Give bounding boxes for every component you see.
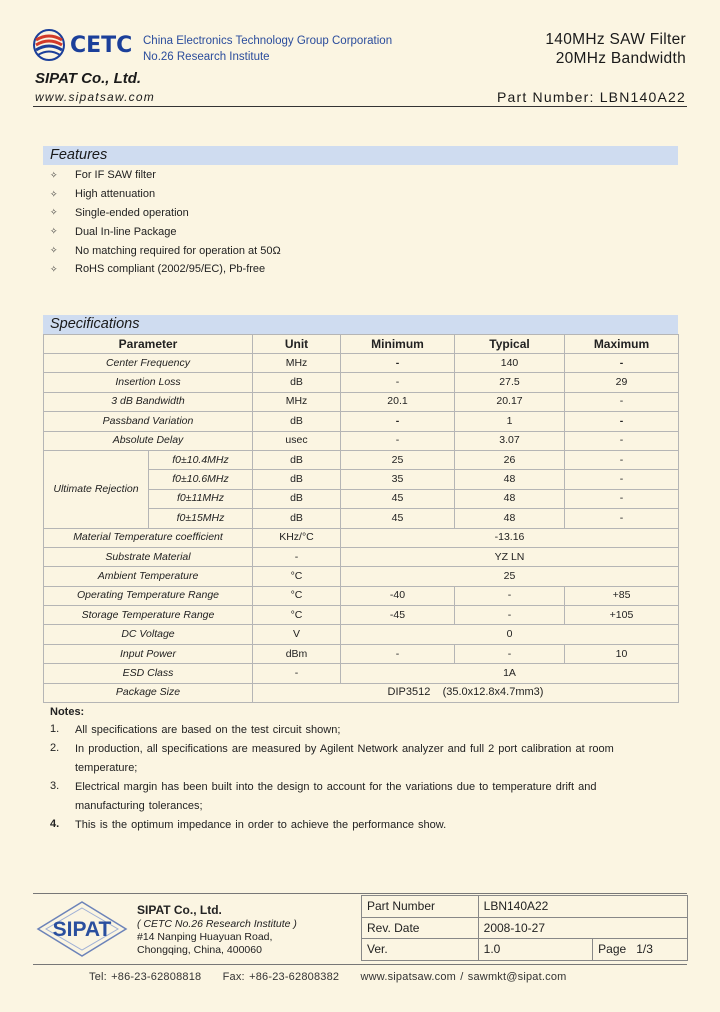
note-text: All specifications are based on the test circuit shown; xyxy=(75,724,341,736)
typ-cell: 26 xyxy=(455,450,565,469)
param-cell: Center Frequency xyxy=(44,354,253,373)
unit-cell: KHz/°C xyxy=(253,528,341,547)
header-unit: Unit xyxy=(253,335,341,354)
features-list xyxy=(50,166,281,279)
typ-cell: 20.17 xyxy=(455,392,565,411)
max-cell: - xyxy=(565,509,679,528)
note-text: In production, all specifications are measured by Agilent Network analyzer and full 2 port calibration at room temperature; xyxy=(75,743,614,774)
unit-cell: - xyxy=(253,547,341,566)
diamond-bullet-icon: ✧ xyxy=(50,188,58,199)
param-cell: Input Power xyxy=(44,644,253,663)
unit-cell: dB xyxy=(253,489,341,508)
min-cell: 25 xyxy=(341,450,455,469)
diamond-bullet-icon: ✧ xyxy=(50,169,58,180)
sipat-logo-icon xyxy=(36,900,128,958)
condition-cell: f0±10.4MHz xyxy=(149,450,253,469)
typ-cell: 48 xyxy=(455,470,565,489)
unit-cell: MHz xyxy=(253,392,341,411)
typ-cell: 140 xyxy=(455,354,565,373)
page-cell xyxy=(593,939,688,961)
rev-date-value: 2008-10-27 xyxy=(478,917,687,939)
header-minimum: Minimum xyxy=(341,335,455,354)
value-cell: -13.16 xyxy=(341,528,679,547)
page-value: 1/3 xyxy=(636,942,653,957)
sipat-logo-text: SIPAT xyxy=(52,918,112,941)
unit-cell: dB xyxy=(253,470,341,489)
max-cell: +85 xyxy=(565,586,679,605)
features-section-bar xyxy=(43,146,678,165)
diamond-bullet-icon: ✧ xyxy=(50,226,58,237)
typ-cell: 27.5 xyxy=(455,373,565,392)
part-number-value: LBN140A22 xyxy=(478,896,687,918)
table-row xyxy=(44,547,679,566)
feature-text: Single-ended operation xyxy=(75,206,189,219)
specifications-table xyxy=(43,334,679,703)
header-typical: Typical xyxy=(455,335,565,354)
min-cell: -45 xyxy=(341,606,455,625)
table-row xyxy=(44,373,679,392)
param-cell: Operating Temperature Range xyxy=(44,586,253,605)
typ-cell: - xyxy=(455,606,565,625)
max-cell: - xyxy=(565,392,679,411)
condition-cell: f0±10.6MHz xyxy=(149,470,253,489)
feature-item xyxy=(50,260,281,279)
typ-cell: - xyxy=(455,644,565,663)
typ-cell: - xyxy=(455,586,565,605)
feature-item xyxy=(50,204,281,223)
min-cell: - xyxy=(341,431,455,450)
table-row xyxy=(44,664,679,683)
value-cell: DIP3512 (35.0x12.8x4.7mm3) xyxy=(253,683,679,702)
condition-cell: f0±15MHz xyxy=(149,509,253,528)
table-header-row xyxy=(44,335,679,354)
feature-item xyxy=(50,185,281,204)
unit-cell: MHz xyxy=(253,354,341,373)
diamond-bullet-icon: ✧ xyxy=(50,207,58,218)
feature-text: No matching required for operation at 50Ω xyxy=(75,244,281,257)
note-number: 4. xyxy=(50,818,60,830)
document-info-table xyxy=(361,895,688,961)
feature-text: Dual In-line Package xyxy=(75,225,177,238)
cetc-logo-text: CETC xyxy=(70,33,133,58)
value-cell: YZ LN xyxy=(341,547,679,566)
table-row xyxy=(44,606,679,625)
footer-address-line1: #14 Nanping Huayuan Road, xyxy=(137,931,273,943)
table-row xyxy=(44,450,679,469)
features-title: Features xyxy=(50,147,108,163)
param-cell: Material Temperature coefficient xyxy=(44,528,253,547)
max-cell: - xyxy=(565,412,679,431)
min-cell: -40 xyxy=(341,586,455,605)
table-row xyxy=(44,586,679,605)
typ-cell: 1 xyxy=(455,412,565,431)
specifications-title: Specifications xyxy=(50,316,140,332)
max-cell: - xyxy=(565,489,679,508)
product-bandwidth: 20MHz Bandwidth xyxy=(555,50,686,67)
condition-cell: f0±11MHz xyxy=(149,489,253,508)
note-text: This is the optimum impedance in order to achieve the performance show. xyxy=(75,819,447,831)
unit-cell: dB xyxy=(253,450,341,469)
unit-cell: °C xyxy=(253,567,341,586)
param-cell: Storage Temperature Range xyxy=(44,606,253,625)
min-cell: 45 xyxy=(341,489,455,508)
table-row xyxy=(44,567,679,586)
unit-cell: °C xyxy=(253,606,341,625)
unit-cell: V xyxy=(253,625,341,644)
header-divider xyxy=(33,106,687,107)
table-row xyxy=(362,917,688,939)
feature-item xyxy=(50,166,281,185)
part-number: Part Number: LBN140A22 xyxy=(496,89,686,105)
notes-title: Notes: xyxy=(50,706,85,718)
rev-date-label: Rev. Date xyxy=(362,917,479,939)
diamond-bullet-icon: ✧ xyxy=(50,245,58,256)
max-cell: 10 xyxy=(565,644,679,663)
table-row xyxy=(44,412,679,431)
min-cell: 35 xyxy=(341,470,455,489)
table-row xyxy=(362,896,688,918)
max-cell: - xyxy=(565,450,679,469)
feature-item xyxy=(50,241,281,260)
max-cell: - xyxy=(565,354,679,373)
min-cell: - xyxy=(341,354,455,373)
header-parameter: Parameter xyxy=(44,335,253,354)
feature-text: For IF SAW filter xyxy=(75,169,156,182)
product-title: 140MHz SAW Filter xyxy=(545,31,686,48)
version-label: Ver. xyxy=(362,939,479,961)
min-cell: 45 xyxy=(341,509,455,528)
typ-cell: 48 xyxy=(455,509,565,528)
part-number-label: Part Number xyxy=(362,896,479,918)
unit-cell: dB xyxy=(253,373,341,392)
param-cell: Passband Variation xyxy=(44,412,253,431)
institute-name: No.26 Research Institute xyxy=(143,51,270,63)
cetc-logo-icon xyxy=(32,28,66,62)
footer-bottom-divider xyxy=(33,964,687,965)
typ-cell: 48 xyxy=(455,489,565,508)
min-cell: 20.1 xyxy=(341,392,455,411)
feature-text: High attenuation xyxy=(75,188,156,201)
unit-cell: dBm xyxy=(253,644,341,663)
unit-cell: °C xyxy=(253,586,341,605)
footer-company-name: SIPAT Co., Ltd. xyxy=(137,903,222,917)
min-cell: - xyxy=(341,644,455,663)
table-row xyxy=(362,939,688,961)
param-cell: DC Voltage xyxy=(44,625,253,644)
table-row xyxy=(44,644,679,663)
footer-divider xyxy=(33,893,687,894)
max-cell: 29 xyxy=(565,373,679,392)
table-row xyxy=(44,625,679,644)
min-cell: - xyxy=(341,373,455,392)
diamond-bullet-icon: ✧ xyxy=(50,263,58,274)
max-cell: - xyxy=(565,470,679,489)
table-row xyxy=(44,431,679,450)
value-cell: 0 xyxy=(341,625,679,644)
param-cell: Ambient Temperature xyxy=(44,567,253,586)
table-row xyxy=(44,528,679,547)
table-row xyxy=(44,392,679,411)
max-cell: +105 xyxy=(565,606,679,625)
param-cell: Insertion Loss xyxy=(44,373,253,392)
param-cell: Substrate Material xyxy=(44,547,253,566)
param-cell: 3 dB Bandwidth xyxy=(44,392,253,411)
footer-address-line2: Chongqing, China, 400060 xyxy=(137,944,262,956)
value-cell: 25 xyxy=(341,567,679,586)
company-name: SIPAT Co., Ltd. xyxy=(35,70,142,87)
note-number: 1. xyxy=(50,723,60,735)
unit-cell: dB xyxy=(253,412,341,431)
value-cell: 1A xyxy=(341,664,679,683)
corporation-name: China Electronics Technology Group Corporation xyxy=(143,35,393,47)
version-value: 1.0 xyxy=(478,939,593,961)
feature-text: RoHS compliant (2002/95/EC), Pb-free xyxy=(75,263,266,276)
max-cell: - xyxy=(565,431,679,450)
page-label: Page xyxy=(598,942,627,957)
note-text: Electrical margin has been built into the design to account for the variations due to temperature drift and manufacturing tolerances; xyxy=(75,781,597,812)
company-website[interactable]: www.sipatsaw.com xyxy=(35,90,155,104)
min-cell: - xyxy=(341,412,455,431)
typ-cell: 3.07 xyxy=(455,431,565,450)
footer-cetc-line: ( CETC No.26 Research Institute ) xyxy=(137,918,297,930)
table-row xyxy=(44,683,679,702)
unit-cell: usec xyxy=(253,431,341,450)
param-cell: ESD Class xyxy=(44,664,253,683)
param-cell: Package Size xyxy=(44,683,253,702)
unit-cell: - xyxy=(253,664,341,683)
note-number: 3. xyxy=(50,780,60,792)
unit-cell: dB xyxy=(253,509,341,528)
contact-line: Tel: +86-23-62808818 Fax: +86-23-62808382 www.sipatsaw.com / sawmkt@sipat.com xyxy=(89,971,567,983)
param-cell: Absolute Delay xyxy=(44,431,253,450)
note-number: 2. xyxy=(50,742,60,754)
param-cell-ultimate-rejection: Ultimate Rejection xyxy=(44,450,149,528)
table-row xyxy=(44,354,679,373)
feature-item xyxy=(50,222,281,241)
header-maximum: Maximum xyxy=(565,335,679,354)
